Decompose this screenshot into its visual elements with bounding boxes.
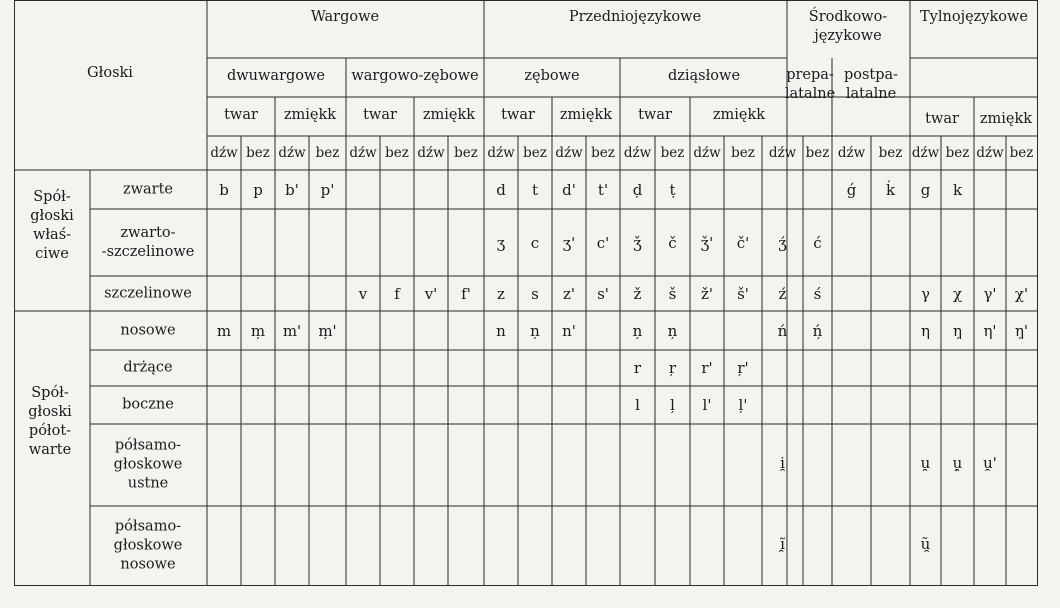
consonant-cell: n̦ (530, 321, 540, 340)
consonant-cell: n̦ (632, 321, 643, 340)
consonant-cell: n (496, 321, 506, 340)
consonant-cell: ʒ' (562, 233, 576, 252)
consonant-cell: ć (813, 233, 822, 252)
row-label: boczne (122, 396, 174, 413)
zmiek-label: zmiękk (979, 111, 1033, 127)
consonant-cell: η' (983, 321, 997, 340)
consonant-cell: b' (285, 180, 299, 199)
consonant-cell: k (952, 180, 963, 199)
dzw-label: dźw (976, 145, 1004, 161)
class-spolgloski-polotwarte: Spół- głoski półot- warte (28, 385, 72, 458)
group-tylnojezykowe: Tylnojęzykowe (920, 9, 1028, 25)
consonant-cell: γ' (983, 284, 997, 303)
dzw-label: dźw (487, 145, 515, 161)
twar-label: twar (363, 107, 397, 123)
consonant-cell: t' (597, 180, 609, 199)
bez-label: bez (945, 145, 970, 161)
consonant-cell: ḱ (885, 180, 896, 199)
consonant-cell: s (531, 284, 539, 303)
dzw-label: dźw (349, 145, 377, 161)
bez-label: bez (1009, 145, 1034, 161)
dzw-label: dźw (693, 145, 721, 161)
bez-label: bez (660, 145, 685, 161)
row-label: zwarte (122, 181, 174, 197)
group-przedniojezykowe: Przedniojęzykowe (568, 9, 702, 25)
consonant-cell: f (394, 284, 400, 303)
consonant-cell: č (668, 233, 677, 252)
consonant-cell: ʒ́ (778, 233, 787, 252)
consonant-cell: ǯ' (700, 233, 714, 252)
dzw-label: dźw (417, 145, 445, 161)
consonant-cell: d' (562, 180, 576, 199)
consonant-cell: l' (702, 396, 712, 414)
consonant-cell: z (497, 284, 505, 303)
consonant-cell: r̦' (737, 359, 749, 377)
zmiek-label: zmiękk (422, 107, 476, 123)
consonant-cell: s' (597, 284, 609, 303)
row-label: zwarto- -szczelinowe (101, 224, 195, 260)
dzw-label: dźw (278, 145, 306, 161)
dzw-label: dźw (911, 145, 940, 161)
consonant-cell: r' (701, 359, 713, 377)
consonant-cell: t (531, 180, 539, 199)
subgroup-wargowo-zebowe: wargowo-zębowe (351, 68, 479, 84)
consonant-cell: ź (778, 284, 787, 303)
consonant-cell: ń̦ (812, 321, 823, 340)
consonant-cell: γ (921, 284, 930, 303)
bez-label: bez (591, 145, 615, 161)
subgroup-zebowe: zębowe (524, 68, 580, 84)
twar-label: twar (638, 107, 672, 123)
consonant-cell: ž' (700, 284, 714, 303)
consonant-cell: r̦ (668, 359, 677, 377)
row-label: półsamo- głoskowe nosowe (113, 518, 183, 573)
consonant-cell: d (496, 180, 506, 199)
header-gloski: Głoski (87, 65, 133, 81)
consonant-cell: ś (813, 284, 822, 303)
class-spolgloski-wlasciwe: Spół- głoski właś- ciwe (30, 189, 74, 262)
consonant-cell: l (635, 396, 640, 414)
consonant-cell: ḍ (632, 180, 643, 199)
row-label: szczelinowe (104, 285, 192, 301)
twar-label: twar (925, 111, 959, 127)
bez-label: bez (731, 145, 755, 161)
consonant-cell: ĩ̯ (780, 535, 785, 553)
consonant-cell: r (633, 359, 642, 377)
consonant-cell: ṭ (669, 180, 676, 199)
consonant-cell: ǵ (846, 180, 857, 199)
consonant-cell: š' (737, 284, 749, 303)
consonant-cell: η (921, 321, 930, 340)
dzw-label: dźw (768, 145, 797, 161)
consonant-cell: χ' (1014, 284, 1029, 303)
consonant-cell: i̯ (780, 454, 785, 472)
consonant-cell: χ (952, 284, 963, 303)
consonant-cell: ʒ (496, 233, 506, 252)
consonant-cell: m (216, 321, 232, 340)
consonant-cell: ž (633, 284, 642, 303)
subgroup-prepalatalne: prepa- latalne (784, 67, 836, 102)
row-label: drżące (123, 359, 173, 376)
row-label: nosowe (120, 322, 176, 338)
consonant-cell: l̦' (738, 396, 748, 414)
bez-label: bez (878, 145, 903, 161)
subgroup-postpalatalne: postpa- latalne (843, 67, 899, 102)
consonant-cell: η̦' (1014, 321, 1029, 340)
consonant-cell: z' (562, 284, 576, 303)
dzw-label: dźw (837, 145, 866, 161)
bez-label: bez (246, 145, 270, 161)
consonant-cell: n̦ (667, 321, 678, 340)
consonant-cell: p (253, 180, 263, 199)
twar-label: twar (224, 107, 258, 123)
bez-label: bez (385, 145, 409, 161)
consonant-cell: f' (461, 284, 471, 303)
consonant-cell: u̯' (983, 454, 997, 472)
subgroup-dwuwargowe: dwuwargowe (226, 68, 326, 84)
zmiek-label: zmiękk (559, 107, 613, 123)
group-srodkowojezykowe: Środkowo- językowe (808, 9, 888, 44)
bez-label: bez (523, 145, 547, 161)
consonant-cell: b (219, 180, 229, 199)
consonant-cell: m̦' (318, 321, 337, 340)
dzw-label: dźw (623, 145, 652, 161)
zmiek-label: zmiękk (712, 107, 766, 123)
consonant-cell: m̦ (250, 321, 266, 340)
twar-label: twar (501, 107, 535, 123)
consonant-cell: c' (596, 233, 610, 252)
bez-label: bez (315, 145, 340, 161)
dzw-label: dźw (555, 145, 583, 161)
consonant-cell: ũ̯ (920, 535, 931, 553)
consonant-cell: v (358, 284, 368, 303)
consonant-cell: č' (736, 233, 750, 252)
consonant-cell: g (920, 180, 931, 199)
consonant-cell: c (530, 233, 540, 252)
consonant-cell: l̦ (670, 396, 675, 414)
row-label: półsamo- głoskowe ustne (113, 437, 183, 492)
consonant-cell: n' (562, 321, 576, 340)
phonetic-table (14, 0, 1038, 586)
bez-label: bez (805, 145, 830, 161)
consonant-cell: š (668, 284, 677, 303)
consonant-cell: v' (424, 284, 438, 303)
dzw-label: dźw (210, 145, 238, 161)
consonant-cell: u̯ (920, 454, 931, 472)
consonant-cell: p' (320, 180, 335, 199)
consonant-cell: ǯ (633, 233, 642, 252)
zmiek-label: zmiękk (283, 107, 337, 123)
bez-label: bez (454, 145, 478, 161)
consonant-cell: u̦̯ (952, 454, 963, 472)
consonant-cell: m' (282, 321, 302, 340)
group-wargowe: Wargowe (310, 9, 380, 25)
subgroup-dziaslowe: dziąsłowe (667, 68, 741, 84)
consonant-cell: η̦ (953, 321, 962, 340)
consonant-cell: ń (777, 321, 788, 340)
